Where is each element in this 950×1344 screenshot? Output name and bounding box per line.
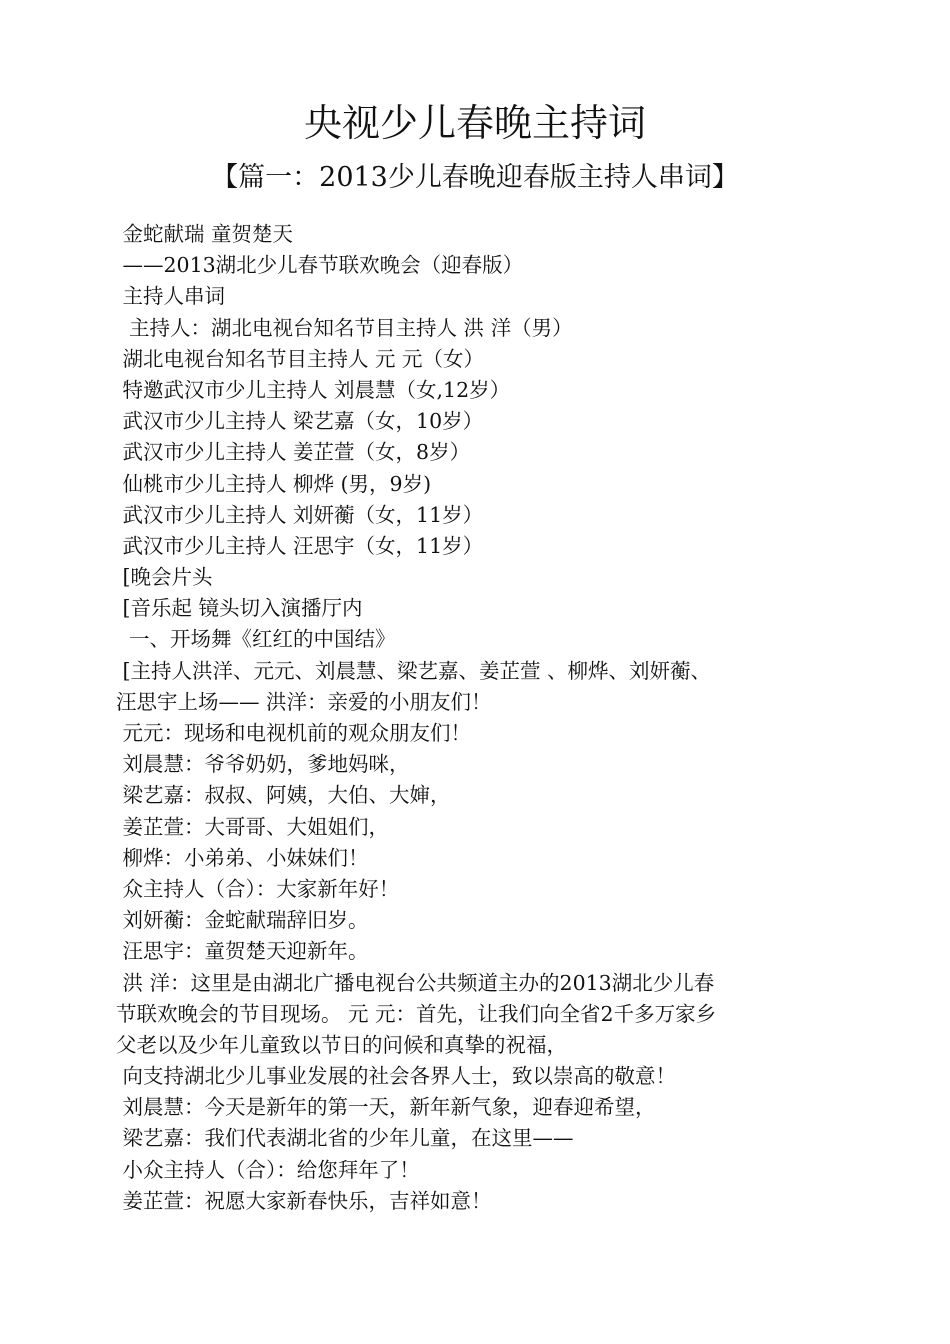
text-line: 武汉市少儿主持人 汪思宇（女，11岁） (116, 533, 484, 558)
text-line: [音乐起 镜头切入演播厅内 (116, 596, 363, 621)
text-line: 洪 洋：这里是由湖北广播电视台公共频道主办的2013湖北少儿春 (116, 970, 715, 995)
text-line: 姜芷萱：祝愿大家新春快乐，吉祥如意！ (116, 1188, 492, 1213)
text-line: ——2013湖北少儿春节联欢晚会（迎春版） (116, 253, 524, 278)
text-line: 湖北电视台知名节目主持人 元 元（女） (116, 346, 485, 371)
text-line: 节联欢晚会的节目现场。 元 元：首先，让我们向全省2千多万家乡 (116, 1001, 717, 1026)
text-line: 元元：现场和电视机前的观众朋友们！ (116, 721, 472, 745)
text-line: 金蛇献瑞 童贺楚天 (116, 222, 294, 246)
text-line: 父老以及少年儿童致以节日的问候和真挚的祝福， (116, 1032, 567, 1057)
document-subtitle: 【篇一：2013少儿春晚迎春版主持人串词】 (211, 162, 739, 193)
text-line: 特邀武汉市少儿主持人 刘晨慧（女,12岁） (116, 377, 511, 402)
text-line: 刘晨慧：今天是新年的第一天，新年新气象，迎春迎希望， (116, 1095, 656, 1120)
text-line: 梁艺嘉：叔叔、阿姨，大伯、大婶， (116, 783, 451, 808)
text-line: 武汉市少儿主持人 刘妍蘅（女，11岁） (116, 502, 484, 527)
text-line: 姜芷萱：大哥哥、大姐姐们， (116, 814, 390, 839)
text-line: 向支持湖北少儿事业发展的社会各界人士，致以崇高的敬意！ (116, 1064, 677, 1089)
text-line: 众主持人（合）：大家新年好！ (116, 876, 400, 901)
text-line: 小众主持人（合）：给您拜年了！ (116, 1157, 420, 1182)
text-line: 柳烨：小弟弟、小妹妹们！ (116, 845, 369, 870)
text-line: [晚会片头 (116, 565, 213, 590)
text-line: 汪思宇上场—— 洪洋：亲爱的小朋友们！ (116, 689, 492, 714)
text-line: 刘晨慧：爷爷奶奶，爹地妈咪， (116, 752, 410, 777)
document-body (116, 219, 836, 1217)
text-line: 武汉市少儿主持人 梁艺嘉（女，10岁） (116, 409, 484, 434)
text-line: 汪思宇：童贺楚天迎新年。 (116, 939, 369, 964)
text-line: [主持人洪洋、元元、刘晨慧、梁艺嘉、姜芷萱 、柳烨、刘妍蘅、 (116, 658, 712, 683)
text-line: 梁艺嘉：我们代表湖北省的少年儿童，在这里—— (116, 1126, 574, 1151)
text-line: 武汉市少儿主持人 姜芷萱（女，8岁） (116, 440, 471, 465)
text-line: 刘妍蘅：金蛇献瑞辞旧岁。 (116, 908, 369, 933)
text-line: 主持人：湖北电视台知名节目主持人 洪 洋（男） (116, 315, 573, 340)
text-line: 主持人串词 (116, 284, 226, 309)
text-line: 一、开场舞《红红的中国结》 (116, 627, 396, 652)
text-line: 仙桃市少儿主持人 柳烨 (男，9岁) (116, 471, 432, 496)
document-title: 央视少儿春晚主持词 (303, 101, 646, 145)
